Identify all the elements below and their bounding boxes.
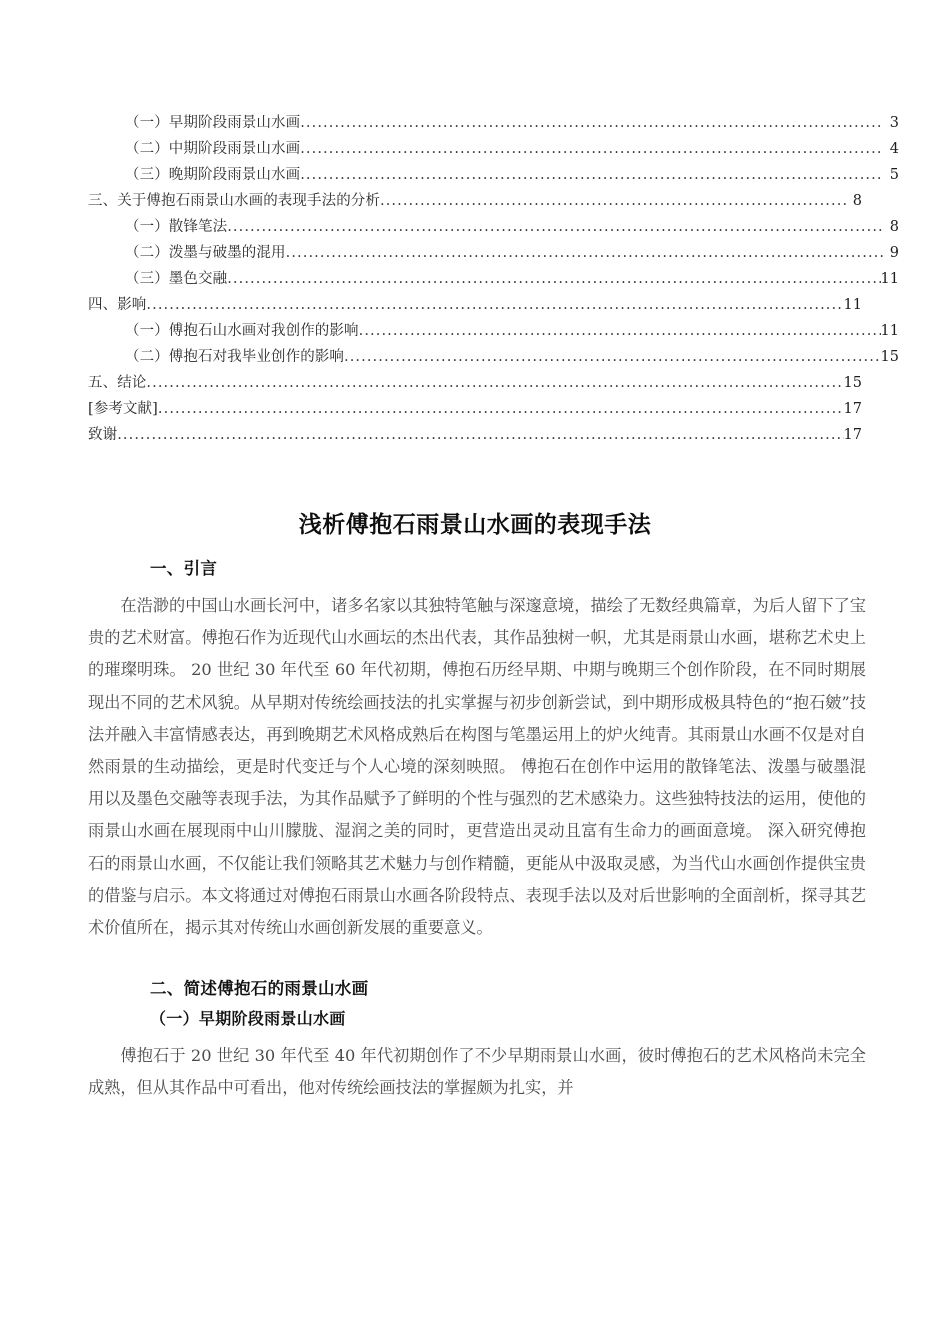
toc-entry-label: （一）傅抱石山水画对我创作的影响 bbox=[125, 323, 359, 339]
toc-entry[interactable] bbox=[88, 214, 899, 240]
toc-entry-page: 8 bbox=[889, 219, 899, 235]
toc-entry-page: 11 bbox=[880, 323, 899, 339]
section-heading-one: 一、引言 bbox=[150, 559, 218, 578]
spacer bbox=[88, 944, 866, 974]
subsection-heading-one: （一）早期阶段雨景山水画 bbox=[150, 1009, 346, 1029]
toc-entry-label: [参考文献] bbox=[88, 401, 158, 417]
document-body bbox=[88, 554, 866, 1105]
toc-entry-label: （二）泼墨与破墨的混用 bbox=[125, 245, 286, 261]
toc-entry[interactable] bbox=[88, 396, 862, 422]
section-heading-two: 二、简述傅抱石的雨景山水画 bbox=[150, 979, 369, 999]
toc-leader-dots bbox=[227, 214, 883, 240]
toc-entry-page: 9 bbox=[889, 245, 899, 261]
toc-leader-dots bbox=[146, 292, 843, 318]
toc-entry-page: 5 bbox=[889, 167, 899, 183]
toc-entry[interactable] bbox=[88, 240, 899, 266]
toc-leader-dots bbox=[380, 188, 846, 214]
toc-entry-page: 11 bbox=[880, 271, 899, 287]
toc-leader-dots bbox=[117, 422, 843, 448]
toc-entry-page: 8 bbox=[852, 193, 862, 209]
toc-entry-page: 3 bbox=[889, 115, 899, 131]
toc-entry-label: （一）散锋笔法 bbox=[125, 219, 228, 235]
table-of-contents bbox=[88, 110, 899, 448]
toc-leader-dots bbox=[300, 110, 883, 136]
toc-entry-label: （二）中期阶段雨景山水画 bbox=[125, 141, 301, 157]
page-title: 浅析傅抱石雨景山水画的表现手法 bbox=[298, 511, 652, 538]
toc-entry[interactable] bbox=[88, 370, 862, 396]
toc-entry-page: 15 bbox=[843, 375, 862, 391]
toc-entry[interactable] bbox=[88, 318, 899, 344]
toc-entry-label: （三）晚期阶段雨景山水画 bbox=[125, 167, 301, 183]
toc-entry-label: 致谢 bbox=[88, 427, 118, 443]
toc-leader-dots bbox=[300, 136, 883, 162]
toc-entry-label: （一）早期阶段雨景山水画 bbox=[125, 115, 301, 131]
toc-entry-page: 17 bbox=[843, 401, 862, 417]
toc-entry-label: 五、结论 bbox=[88, 375, 147, 391]
toc-entry[interactable] bbox=[88, 292, 862, 318]
toc-entry[interactable] bbox=[88, 422, 862, 448]
toc-entry-page: 17 bbox=[843, 427, 862, 443]
toc-entry-label: 三、关于傅抱石雨景山水画的表现手法的分析 bbox=[88, 193, 380, 209]
toc-entry[interactable] bbox=[88, 266, 899, 292]
toc-entry[interactable] bbox=[88, 136, 899, 162]
toc-leader-dots bbox=[359, 318, 881, 344]
toc-entry-page: 15 bbox=[880, 349, 899, 365]
toc-leader-dots bbox=[286, 240, 883, 266]
toc-entry[interactable] bbox=[88, 162, 899, 188]
toc-entry-page: 4 bbox=[889, 141, 899, 157]
toc-leader-dots bbox=[300, 162, 883, 188]
toc-entry[interactable] bbox=[88, 188, 862, 214]
toc-entry-page: 11 bbox=[843, 297, 862, 313]
subsection-one-paragraph: 傅抱石于 20 世纪 30 年代至 40 年代初期创作了不少早期雨景山水画，彼时傅抱石的艺术风格尚未完全成熟，但从其作品中可看出，他对传统绘画技法的掌握颇为扎实，并 bbox=[88, 1046, 866, 1098]
toc-entry-label: （三）墨色交融 bbox=[125, 271, 228, 287]
toc-leader-dots bbox=[344, 344, 881, 370]
toc-entry[interactable] bbox=[88, 110, 899, 136]
toc-entry[interactable] bbox=[88, 344, 899, 370]
toc-entry-label: （二）傅抱石对我毕业创作的影响 bbox=[125, 349, 344, 365]
toc-leader-dots bbox=[146, 370, 843, 396]
toc-leader-dots bbox=[158, 396, 844, 422]
toc-entry-label: 四、影响 bbox=[88, 297, 147, 313]
intro-paragraph: 在浩渺的中国山水画长河中，诸多名家以其独特笔触与深邃意境，描绘了无数经典篇章，为后人留下了宝贵的艺术财富。傅抱石作为近现代山水画坛的杰出代表，其作品独树一帜，尤其是雨景山水画，堪称艺术史上的璀璨明珠。 20 世纪 30 年代至 60 年代初期，傅抱石历经早期、中期与晚期三个创作阶段，在不同时期展现出不同的艺术风貌。从早期对传统绘画技法的扎实掌握与初步创新尝试，到中期形成极具特色的“抱石皴”技法并融入丰富情感表达，再到晚期艺术风格成熟后在构图与笔墨运用上的炉火纯青。其雨景山水画不仅是对自然雨景的生动描绘，更是时代变迁与个人心境的深刻映照。 傅抱石在创作中运用的散锋笔法、泼墨与破墨混用以及墨色交融等表现手法，为其作品赋予了鲜明的个性与强烈的艺术感染力。这些独特技法的运用，使他的雨景山水画在展现雨中山川朦胧、湿润之美的同时，更营造出灵动且富有生命力的画面意境。 深入研究傅抱石的雨景山水画，不仅能让我们领略其艺术魅力与创作精髓，更能从中汲取灵感，为当代山水画创作提供宝贵的借鉴与启示。本文将通过对傅抱石雨景山水画各阶段特点、表现手法以及对后世影响的全面剖析，探寻其艺术价值所在，揭示其对传统山水画创新发展的重要意义。 bbox=[88, 596, 866, 938]
toc-leader-dots bbox=[227, 266, 880, 292]
